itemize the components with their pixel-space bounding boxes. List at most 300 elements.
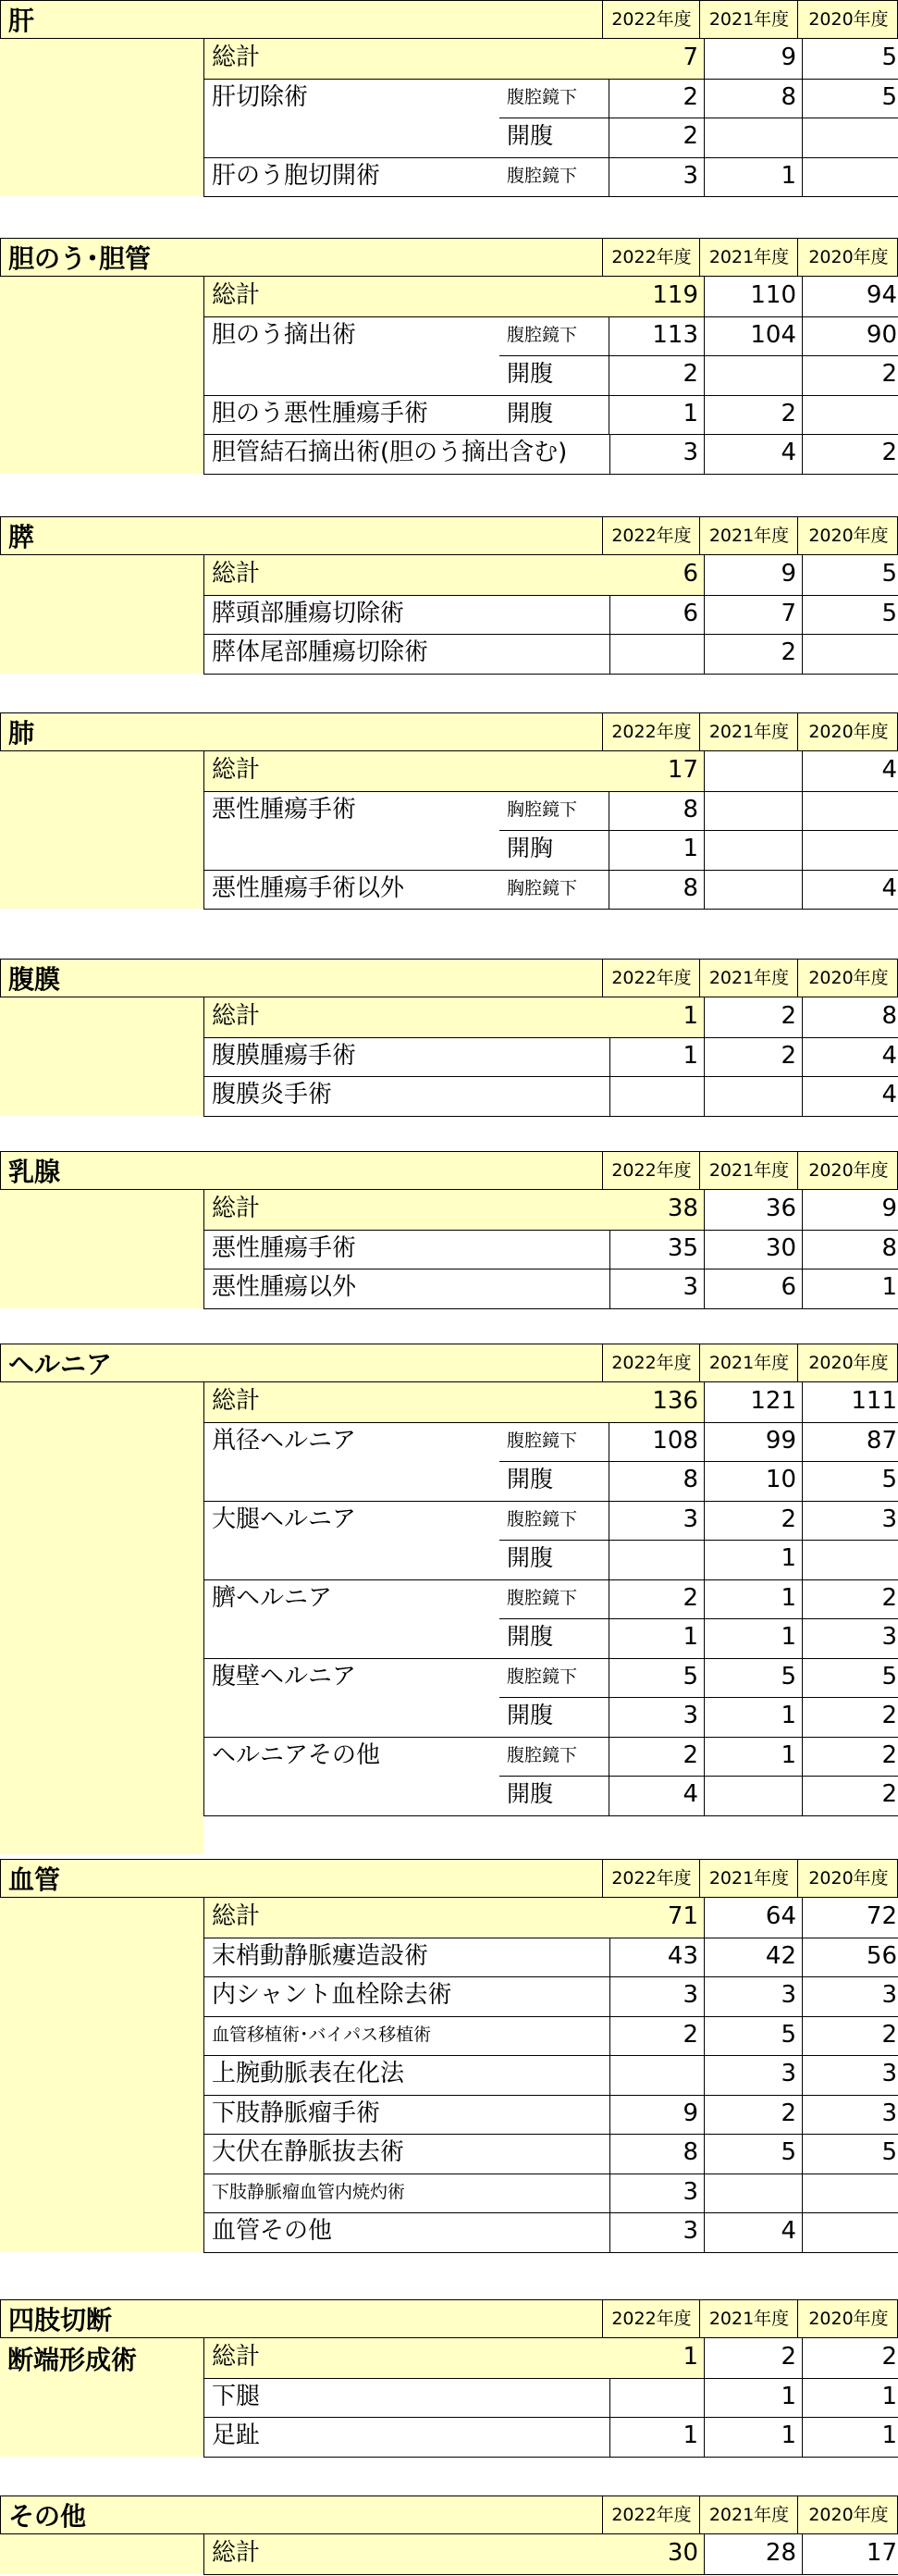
table-row: [203, 1776, 898, 1815]
total-label: 総計: [203, 555, 610, 596]
value-cell-2022年度: 3: [601, 1501, 705, 1542]
procedure-label: 腹膜腫瘍手術: [203, 1037, 610, 1078]
value-cell-2022年度: 8: [601, 1461, 705, 1502]
procedure-label: [203, 1618, 508, 1659]
total-row: [203, 2534, 898, 2574]
table-row: [203, 2212, 898, 2252]
value-cell-2021年度: 5: [698, 2134, 803, 2174]
approach-label: 胸腔鏡下: [499, 791, 609, 832]
value-cell-2021年度: 30: [698, 1230, 803, 1270]
value-cell-2022年度: 8: [601, 870, 705, 910]
year-header: 2022年度: [602, 960, 700, 997]
table-row: [203, 2016, 898, 2056]
value-cell-2020年度: [796, 1540, 898, 1580]
procedure-label: [203, 830, 508, 871]
section-header: [0, 2496, 898, 2534]
section-title: 肺: [8, 718, 35, 749]
value-cell-2020年度: 17: [796, 2534, 898, 2575]
value-cell-2022年度: 3: [601, 2174, 705, 2214]
total-label: 総計: [203, 1190, 610, 1231]
value-cell-2020年度: [796, 634, 898, 675]
procedure-label: 下腿: [203, 2378, 610, 2419]
value-cell-2022年度: 136: [601, 1382, 705, 1423]
year-header: 2022年度: [602, 2496, 700, 2533]
procedure-label: [203, 1461, 508, 1502]
year-header: 2021年度: [699, 960, 798, 997]
value-cell-2020年度: 4: [796, 1037, 898, 1078]
section-header: [0, 238, 898, 277]
value-cell-2022年度: 30: [601, 2534, 705, 2575]
procedure-label: 膵体尾部腫瘍切除術: [203, 634, 610, 675]
value-cell-2020年度: 3: [796, 1618, 898, 1659]
total-label: 総計: [203, 997, 610, 1038]
table-row: [203, 1658, 898, 1698]
total-row: [203, 1190, 898, 1230]
year-header: 2020年度: [797, 713, 898, 750]
year-header: 2020年度: [797, 1152, 898, 1189]
table-row: [203, 1976, 898, 2016]
value-cell-2021年度: 1: [698, 1540, 803, 1580]
year-header: 2020年度: [797, 2300, 898, 2337]
procedure-label: 内シャント血栓除去術: [203, 1976, 610, 2017]
table-row: [203, 355, 898, 395]
year-header: 2021年度: [699, 1344, 798, 1381]
value-cell-2020年度: 4: [796, 1076, 898, 1117]
table-row: [203, 2095, 898, 2135]
total-row: [203, 1898, 898, 1938]
section-title-2: 断端形成術: [7, 2345, 138, 2375]
procedure-label: 血管その他: [203, 2212, 610, 2253]
value-cell-2022年度: 1: [601, 997, 705, 1038]
table-row: [203, 1697, 898, 1737]
value-cell-2021年度: [698, 118, 803, 158]
procedure-label: [203, 355, 508, 396]
section-title: 四肢切断: [8, 2305, 113, 2335]
value-cell-2022年度: [601, 1540, 705, 1580]
section-header: [0, 959, 898, 997]
value-cell-2021年度: 1: [698, 157, 803, 198]
year-header: 2021年度: [699, 239, 798, 276]
value-cell-2022年度: 17: [601, 751, 705, 792]
procedure-label: [203, 1697, 508, 1738]
total-row: [203, 1382, 898, 1422]
value-cell-2022年度: 8: [601, 791, 705, 832]
procedure-label: 胆管結石摘出術(胆のう摘出含む): [203, 434, 610, 475]
table-row: [203, 1938, 898, 1977]
value-cell-2022年度: 4: [601, 1776, 705, 1816]
table-row: [203, 1422, 898, 1462]
procedure-label: 足趾: [203, 2417, 610, 2458]
section-2: [0, 516, 898, 675]
value-cell-2020年度: 2: [796, 1697, 898, 1738]
procedure-label: 腹膜炎手術: [203, 1076, 610, 1117]
value-cell-2020年度: 2: [796, 1579, 898, 1620]
total-row: [203, 277, 898, 316]
value-cell-2022年度: 3: [601, 434, 705, 475]
value-cell-2021年度: 4: [698, 2212, 803, 2253]
approach-label: 腹腔鏡下: [499, 1579, 609, 1620]
table-row: [203, 316, 898, 356]
procedure-label: 悪性腫瘍手術: [203, 1230, 610, 1270]
value-cell-2022年度: [601, 2378, 705, 2419]
value-cell-2020年度: 3: [796, 2055, 898, 2096]
value-cell-2020年度: 3: [796, 2095, 898, 2136]
value-cell-2021年度: 104: [698, 316, 803, 357]
table-row: [203, 157, 898, 197]
approach-label: 腹腔鏡下: [499, 1422, 609, 1463]
approach-label: 開腹: [499, 1776, 609, 1816]
value-cell-2021年度: 110: [698, 277, 803, 317]
value-cell-2021年度: 2: [698, 1501, 803, 1542]
value-cell-2021年度: 2: [698, 2095, 803, 2136]
section-6: [0, 1344, 898, 1817]
section-header: [0, 0, 898, 39]
value-cell-2021年度: 1: [698, 1737, 803, 1777]
section-9: [0, 2496, 898, 2576]
value-cell-2020年度: [796, 830, 898, 871]
approach-label: 腹腔鏡下: [499, 1737, 609, 1777]
table-row: [203, 1501, 898, 1541]
total-label: 総計: [203, 2534, 610, 2575]
approach-label: 腹腔鏡下: [499, 157, 609, 198]
value-cell-2021年度: 2: [698, 634, 803, 675]
year-header: 2021年度: [699, 713, 798, 750]
value-cell-2020年度: 2: [796, 355, 898, 396]
value-cell-2022年度: 9: [601, 2095, 705, 2136]
value-cell-2022年度: 1: [601, 2417, 705, 2458]
year-header: 2021年度: [699, 1860, 798, 1897]
value-cell-2022年度: 7: [601, 39, 705, 80]
table-row: [203, 1540, 898, 1579]
total-label: 総計: [203, 2338, 610, 2379]
value-cell-2022年度: 3: [601, 1976, 705, 2017]
value-cell-2020年度: 9: [796, 1190, 898, 1231]
value-cell-2022年度: 2: [601, 79, 705, 119]
value-cell-2020年度: 1: [796, 2378, 898, 2419]
table-row: [203, 1269, 898, 1308]
section-header: [0, 1859, 898, 1898]
value-cell-2020年度: 90: [796, 316, 898, 357]
procedure-label: [203, 1776, 508, 1816]
value-cell-2020年度: 5: [796, 595, 898, 636]
value-cell-2021年度: 2: [698, 997, 803, 1038]
total-row: [203, 555, 898, 595]
approach-label: 開胸: [499, 830, 609, 871]
procedure-label: 肝のう胞切開術: [203, 157, 508, 198]
table-row: [203, 2134, 898, 2174]
value-cell-2022年度: 8: [601, 2134, 705, 2174]
approach-label: 開腹: [499, 1618, 609, 1659]
table-row: [203, 434, 898, 474]
total-label: 総計: [203, 1898, 610, 1938]
approach-label: 開腹: [499, 1540, 609, 1580]
value-cell-2022年度: 113: [601, 316, 705, 357]
value-cell-2022年度: 1: [601, 1618, 705, 1659]
value-cell-2021年度: 5: [698, 2016, 803, 2057]
section-title: その他: [8, 2501, 87, 2532]
value-cell-2020年度: [796, 791, 898, 832]
table-row: [203, 634, 898, 674]
value-cell-2022年度: 38: [601, 1190, 705, 1231]
value-cell-2021年度: 64: [698, 1898, 803, 1938]
procedure-label: 大腿ヘルニア: [203, 1501, 508, 1541]
year-header: 2022年度: [602, 1860, 700, 1897]
value-cell-2020年度: 5: [796, 2134, 898, 2174]
value-cell-2022年度: 2: [601, 118, 705, 158]
value-cell-2022年度: 3: [601, 1697, 705, 1738]
table-row: [203, 2055, 898, 2095]
value-cell-2022年度: 119: [601, 277, 705, 317]
value-cell-2021年度: [698, 1076, 803, 1117]
approach-label: 腹腔鏡下: [499, 316, 609, 357]
value-cell-2021年度: [698, 2174, 803, 2214]
year-header: 2022年度: [602, 239, 700, 276]
section-title: ヘルニア: [8, 1349, 113, 1380]
section-header: [0, 712, 898, 751]
value-cell-2022年度: [601, 634, 705, 675]
value-cell-2022年度: 43: [601, 1938, 705, 1978]
year-header: 2022年度: [602, 713, 700, 750]
year-header: 2020年度: [797, 1344, 898, 1381]
value-cell-2021年度: 10: [698, 1461, 803, 1502]
procedure-label: 胆のう悪性腫瘍手術: [203, 395, 508, 436]
value-cell-2022年度: [601, 2055, 705, 2096]
table-row: [203, 1618, 898, 1658]
year-header: 2022年度: [602, 1, 700, 38]
value-cell-2021年度: 1: [698, 1579, 803, 1620]
table-row: [203, 870, 898, 910]
value-cell-2021年度: 7: [698, 595, 803, 636]
value-cell-2020年度: 2: [796, 1737, 898, 1777]
value-cell-2021年度: 3: [698, 2055, 803, 2096]
total-label: 総計: [203, 1382, 610, 1423]
table-row: [203, 2417, 898, 2457]
table-row: [203, 1461, 898, 1501]
value-cell-2020年度: 72: [796, 1898, 898, 1938]
procedure-label: [203, 1540, 508, 1580]
value-cell-2022年度: 3: [601, 1269, 705, 1309]
total-label: 総計: [203, 751, 610, 792]
value-cell-2020年度: 5: [796, 79, 898, 119]
procedure-label: 臍ヘルニア: [203, 1579, 508, 1619]
table-row: [203, 1037, 898, 1077]
value-cell-2022年度: 2: [601, 355, 705, 396]
section-side-panel: [0, 1859, 203, 2252]
year-header: 2021年度: [699, 2496, 798, 2533]
value-cell-2022年度: 71: [601, 1898, 705, 1938]
section-0: [0, 0, 898, 198]
section-title: 肝: [8, 6, 35, 36]
section-3: [0, 712, 898, 910]
approach-label: 開腹: [499, 395, 609, 436]
total-row: [203, 2338, 898, 2378]
value-cell-2020年度: 3: [796, 1501, 898, 1542]
approach-label: 開腹: [499, 1697, 609, 1738]
year-header: 2022年度: [602, 1344, 700, 1381]
value-cell-2021年度: 121: [698, 1382, 803, 1423]
value-cell-2021年度: 1: [698, 2378, 803, 2419]
section-5: [0, 1151, 898, 1310]
value-cell-2020年度: 94: [796, 277, 898, 317]
value-cell-2020年度: 1: [796, 1269, 898, 1309]
total-label: 総計: [203, 277, 610, 317]
value-cell-2021年度: 4: [698, 434, 803, 475]
value-cell-2020年度: 87: [796, 1422, 898, 1463]
value-cell-2021年度: [698, 791, 803, 832]
value-cell-2021年度: 9: [698, 555, 803, 596]
value-cell-2021年度: 2: [698, 395, 803, 436]
value-cell-2020年度: 2: [796, 2016, 898, 2057]
approach-label: 胸腔鏡下: [499, 870, 609, 910]
value-cell-2022年度: 6: [601, 595, 705, 636]
value-cell-2021年度: [698, 751, 803, 792]
value-cell-2020年度: 5: [796, 1461, 898, 1502]
value-cell-2020年度: 1: [796, 2417, 898, 2458]
approach-label: 腹腔鏡下: [499, 1501, 609, 1542]
section-title: 膵: [8, 522, 35, 552]
table-row: [203, 118, 898, 157]
value-cell-2022年度: 2: [601, 1579, 705, 1620]
value-cell-2022年度: 1: [601, 2338, 705, 2379]
value-cell-2021年度: [698, 870, 803, 910]
value-cell-2020年度: 8: [796, 997, 898, 1038]
procedure-label: 末梢動静脈瘻造設術: [203, 1938, 610, 1978]
value-cell-2021年度: 8: [698, 79, 803, 119]
section-header: [0, 1151, 898, 1190]
value-cell-2020年度: [796, 395, 898, 436]
table-row: [203, 1076, 898, 1116]
value-cell-2022年度: 35: [601, 1230, 705, 1270]
value-cell-2022年度: 108: [601, 1422, 705, 1463]
table-row: [203, 2174, 898, 2213]
value-cell-2021年度: [698, 830, 803, 871]
approach-label: 開腹: [499, 355, 609, 396]
year-header: 2020年度: [797, 1860, 898, 1897]
value-cell-2021年度: 5: [698, 1658, 803, 1699]
value-cell-2021年度: 1: [698, 1697, 803, 1738]
table-row: [203, 79, 898, 118]
value-cell-2022年度: 3: [601, 157, 705, 198]
procedure-label: [203, 118, 508, 158]
total-row: [203, 39, 898, 79]
year-header: 2020年度: [797, 960, 898, 997]
total-row: [203, 997, 898, 1037]
section-7: [0, 1859, 898, 2254]
value-cell-2020年度: 2: [796, 434, 898, 475]
value-cell-2022年度: 5: [601, 1658, 705, 1699]
procedure-label: 悪性腫瘍以外: [203, 1269, 610, 1309]
value-cell-2020年度: 5: [796, 555, 898, 596]
total-row: [203, 751, 898, 791]
year-header: 2021年度: [699, 1, 798, 38]
procedure-label: 悪性腫瘍手術以外: [203, 870, 508, 910]
value-cell-2020年度: 3: [796, 1976, 898, 2017]
table-row: [203, 791, 898, 831]
value-cell-2020年度: 2: [796, 2338, 898, 2379]
section-header: [0, 2299, 898, 2338]
value-cell-2022年度: 2: [601, 1737, 705, 1777]
value-cell-2022年度: 1: [601, 1037, 705, 1078]
table-row: [203, 1230, 898, 1269]
value-cell-2020年度: 8: [796, 1230, 898, 1270]
procedure-label: 血管移植術･バイパス移植術: [203, 2016, 610, 2057]
year-header: 2021年度: [699, 517, 798, 554]
table-row: [203, 830, 898, 870]
value-cell-2021年度: 42: [698, 1938, 803, 1978]
value-cell-2021年度: 6: [698, 1269, 803, 1309]
value-cell-2022年度: [601, 1076, 705, 1117]
value-cell-2020年度: [796, 2174, 898, 2214]
procedure-label: 下肢静脈瘤手術: [203, 2095, 610, 2136]
value-cell-2021年度: 2: [698, 2338, 803, 2379]
value-cell-2021年度: 9: [698, 39, 803, 80]
approach-label: 腹腔鏡下: [499, 1658, 609, 1699]
procedure-label: 肝切除術: [203, 79, 508, 118]
procedure-label: 腹壁ヘルニア: [203, 1658, 508, 1698]
table-row: [203, 2378, 898, 2418]
value-cell-2020年度: 5: [796, 39, 898, 80]
value-cell-2022年度: 6: [601, 555, 705, 596]
value-cell-2021年度: 1: [698, 1618, 803, 1659]
value-cell-2020年度: 111: [796, 1382, 898, 1423]
value-cell-2020年度: [796, 157, 898, 198]
value-cell-2021年度: [698, 355, 803, 396]
procedure-label: 大伏在静脈抜去術: [203, 2134, 610, 2174]
year-header: 2020年度: [797, 1, 898, 38]
procedure-label: 下肢静脈瘤血管内焼灼術: [203, 2174, 610, 2214]
section-header: [0, 516, 898, 555]
value-cell-2020年度: [796, 118, 898, 158]
procedure-label: 悪性腫瘍手術: [203, 791, 508, 831]
year-header: 2022年度: [602, 1152, 700, 1189]
value-cell-2021年度: 99: [698, 1422, 803, 1463]
section-title: 血管: [8, 1864, 61, 1895]
value-cell-2021年度: 2: [698, 1037, 803, 1078]
procedure-label: 膵頭部腫瘍切除術: [203, 595, 610, 636]
value-cell-2020年度: 4: [796, 751, 898, 792]
procedure-label: 胆のう摘出術: [203, 316, 508, 356]
value-cell-2021年度: [698, 1776, 803, 1816]
value-cell-2020年度: 56: [796, 1938, 898, 1978]
total-label: 総計: [203, 39, 610, 80]
year-header: 2020年度: [797, 2496, 898, 2533]
year-header: 2022年度: [602, 517, 700, 554]
section-title: 乳腺: [8, 1157, 61, 1187]
approach-label: 開腹: [499, 1461, 609, 1502]
year-header: 2020年度: [797, 239, 898, 276]
section-1: [0, 238, 898, 476]
section-header: [0, 1344, 898, 1382]
table-row: [203, 595, 898, 635]
value-cell-2021年度: 36: [698, 1190, 803, 1231]
section-8: [0, 2299, 898, 2458]
value-cell-2021年度: 28: [698, 2534, 803, 2575]
year-header: 2021年度: [699, 1152, 798, 1189]
value-cell-2022年度: 1: [601, 395, 705, 436]
value-cell-2020年度: [796, 2212, 898, 2253]
approach-label: 腹腔鏡下: [499, 79, 609, 119]
value-cell-2021年度: 1: [698, 2417, 803, 2458]
value-cell-2021年度: 3: [698, 1976, 803, 2017]
procedure-label: ヘルニアその他: [203, 1737, 508, 1777]
value-cell-2022年度: 3: [601, 2212, 705, 2253]
value-cell-2022年度: 1: [601, 830, 705, 871]
table-row: [203, 1579, 898, 1619]
table-row: [203, 395, 898, 435]
approach-label: 開腹: [499, 118, 609, 158]
section-4: [0, 959, 898, 1118]
value-cell-2022年度: 2: [601, 2016, 705, 2057]
